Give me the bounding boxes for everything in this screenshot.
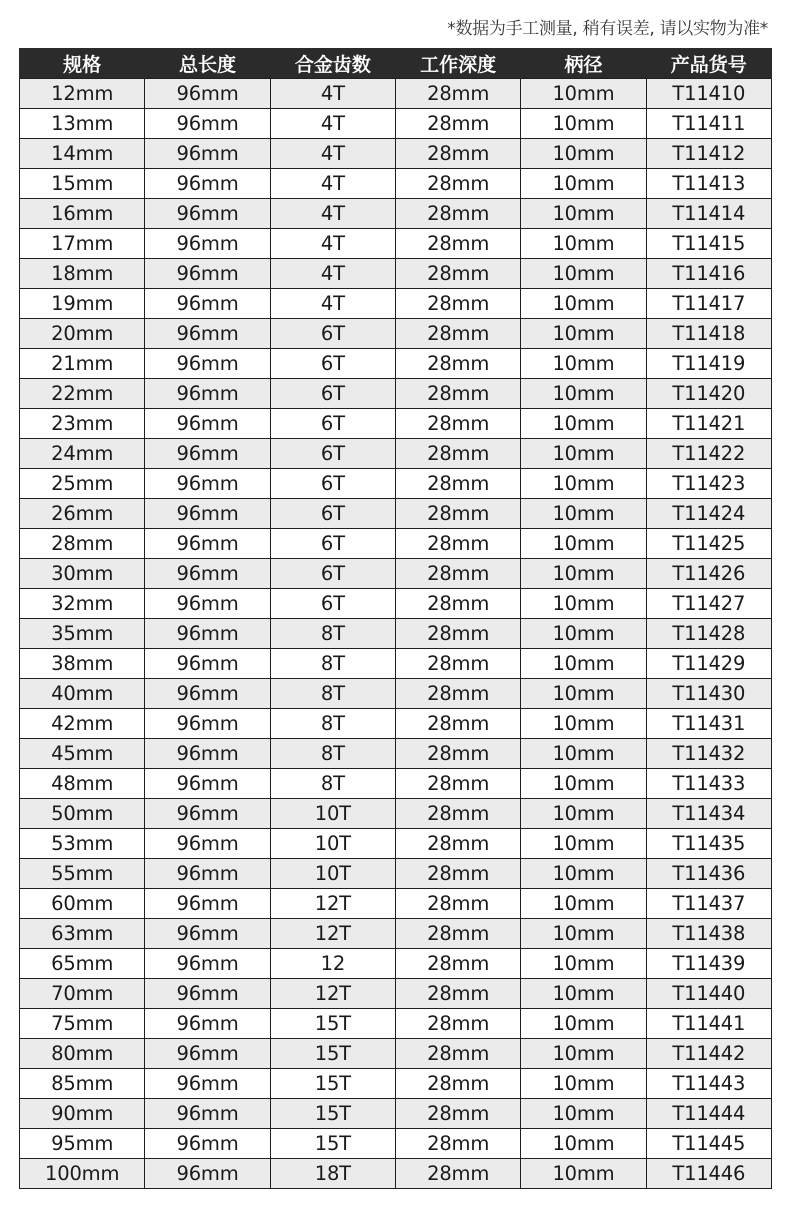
cell-working-depth: 28mm	[395, 379, 520, 409]
cell-working-depth: 28mm	[395, 709, 520, 739]
table-row	[20, 139, 772, 169]
cell-shank-diameter: 10mm	[521, 439, 646, 469]
cell-carbide-teeth: 6T	[270, 559, 395, 589]
cell-carbide-teeth: 10T	[270, 829, 395, 859]
cell-product-code: T11432	[646, 739, 771, 769]
table-row	[20, 199, 772, 229]
cell-total-length: 96mm	[145, 79, 270, 109]
cell-shank-diameter: 10mm	[521, 469, 646, 499]
cell-carbide-teeth: 6T	[270, 349, 395, 379]
cell-product-code: T11440	[646, 979, 771, 1009]
cell-carbide-teeth: 8T	[270, 679, 395, 709]
cell-working-depth: 28mm	[395, 589, 520, 619]
cell-carbide-teeth: 15T	[270, 1129, 395, 1159]
cell-product-code: T11439	[646, 949, 771, 979]
cell-product-code: T11446	[646, 1159, 771, 1189]
table-row	[20, 1069, 772, 1099]
cell-carbide-teeth: 15T	[270, 1009, 395, 1039]
cell-total-length: 96mm	[145, 769, 270, 799]
cell-product-code: T11417	[646, 289, 771, 319]
cell-carbide-teeth: 10T	[270, 799, 395, 829]
table-row	[20, 679, 772, 709]
cell-spec: 28mm	[20, 529, 145, 559]
cell-carbide-teeth: 6T	[270, 379, 395, 409]
spec-table	[19, 48, 772, 1189]
cell-working-depth: 28mm	[395, 259, 520, 289]
table-row	[20, 769, 772, 799]
cell-spec: 90mm	[20, 1099, 145, 1129]
cell-carbide-teeth: 4T	[270, 289, 395, 319]
cell-spec: 38mm	[20, 649, 145, 679]
cell-total-length: 96mm	[145, 709, 270, 739]
cell-carbide-teeth: 15T	[270, 1069, 395, 1099]
cell-spec: 24mm	[20, 439, 145, 469]
cell-product-code: T11426	[646, 559, 771, 589]
cell-carbide-teeth: 4T	[270, 79, 395, 109]
cell-product-code: T11441	[646, 1009, 771, 1039]
cell-spec: 42mm	[20, 709, 145, 739]
cell-product-code: T11410	[646, 79, 771, 109]
cell-working-depth: 28mm	[395, 289, 520, 319]
cell-total-length: 96mm	[145, 289, 270, 319]
cell-product-code: T11435	[646, 829, 771, 859]
cell-spec: 22mm	[20, 379, 145, 409]
cell-spec: 25mm	[20, 469, 145, 499]
cell-working-depth: 28mm	[395, 1039, 520, 1069]
cell-spec: 48mm	[20, 769, 145, 799]
cell-shank-diameter: 10mm	[521, 949, 646, 979]
cell-shank-diameter: 10mm	[521, 499, 646, 529]
cell-working-depth: 28mm	[395, 739, 520, 769]
cell-carbide-teeth: 6T	[270, 409, 395, 439]
cell-product-code: T11436	[646, 859, 771, 889]
cell-shank-diameter: 10mm	[521, 1099, 646, 1129]
table-row	[20, 649, 772, 679]
cell-total-length: 96mm	[145, 259, 270, 289]
cell-spec: 53mm	[20, 829, 145, 859]
cell-spec: 55mm	[20, 859, 145, 889]
cell-shank-diameter: 10mm	[521, 979, 646, 1009]
cell-total-length: 96mm	[145, 949, 270, 979]
cell-carbide-teeth: 8T	[270, 619, 395, 649]
cell-working-depth: 28mm	[395, 439, 520, 469]
table-row	[20, 1099, 772, 1129]
cell-spec: 17mm	[20, 229, 145, 259]
cell-working-depth: 28mm	[395, 949, 520, 979]
cell-total-length: 96mm	[145, 1069, 270, 1099]
cell-working-depth: 28mm	[395, 859, 520, 889]
cell-spec: 40mm	[20, 679, 145, 709]
cell-product-code: T11421	[646, 409, 771, 439]
cell-working-depth: 28mm	[395, 319, 520, 349]
cell-working-depth: 28mm	[395, 109, 520, 139]
table-row	[20, 409, 772, 439]
cell-spec: 12mm	[20, 79, 145, 109]
cell-working-depth: 28mm	[395, 199, 520, 229]
table-row	[20, 919, 772, 949]
cell-working-depth: 28mm	[395, 829, 520, 859]
cell-working-depth: 28mm	[395, 559, 520, 589]
cell-working-depth: 28mm	[395, 529, 520, 559]
cell-total-length: 96mm	[145, 649, 270, 679]
cell-total-length: 96mm	[145, 499, 270, 529]
cell-carbide-teeth: 6T	[270, 589, 395, 619]
cell-total-length: 96mm	[145, 349, 270, 379]
cell-spec: 75mm	[20, 1009, 145, 1039]
cell-product-code: T11418	[646, 319, 771, 349]
column-header-product-code: 产品货号	[646, 48, 771, 79]
cell-product-code: T11427	[646, 589, 771, 619]
cell-product-code: T11444	[646, 1099, 771, 1129]
cell-spec: 45mm	[20, 739, 145, 769]
cell-total-length: 96mm	[145, 529, 270, 559]
cell-product-code: T11430	[646, 679, 771, 709]
cell-shank-diameter: 10mm	[521, 1069, 646, 1099]
table-row	[20, 319, 772, 349]
cell-working-depth: 28mm	[395, 1159, 520, 1189]
cell-spec: 18mm	[20, 259, 145, 289]
cell-shank-diameter: 10mm	[521, 409, 646, 439]
cell-product-code: T11419	[646, 349, 771, 379]
cell-product-code: T11429	[646, 649, 771, 679]
cell-shank-diameter: 10mm	[521, 319, 646, 349]
table-row	[20, 439, 772, 469]
cell-total-length: 96mm	[145, 199, 270, 229]
cell-total-length: 96mm	[145, 559, 270, 589]
cell-working-depth: 28mm	[395, 79, 520, 109]
table-row	[20, 379, 772, 409]
cell-shank-diameter: 10mm	[521, 259, 646, 289]
cell-carbide-teeth: 8T	[270, 769, 395, 799]
cell-product-code: T11412	[646, 139, 771, 169]
cell-product-code: T11443	[646, 1069, 771, 1099]
cell-working-depth: 28mm	[395, 799, 520, 829]
cell-shank-diameter: 10mm	[521, 109, 646, 139]
cell-carbide-teeth: 12T	[270, 919, 395, 949]
cell-shank-diameter: 10mm	[521, 1009, 646, 1039]
cell-total-length: 96mm	[145, 139, 270, 169]
cell-carbide-teeth: 8T	[270, 739, 395, 769]
table-row	[20, 949, 772, 979]
cell-carbide-teeth: 8T	[270, 709, 395, 739]
cell-shank-diameter: 10mm	[521, 649, 646, 679]
column-header-total-length: 总长度	[145, 48, 270, 79]
cell-spec: 19mm	[20, 289, 145, 319]
cell-spec: 21mm	[20, 349, 145, 379]
table-row	[20, 349, 772, 379]
cell-spec: 65mm	[20, 949, 145, 979]
cell-working-depth: 28mm	[395, 1009, 520, 1039]
cell-shank-diameter: 10mm	[521, 919, 646, 949]
cell-product-code: T11424	[646, 499, 771, 529]
cell-total-length: 96mm	[145, 1129, 270, 1159]
cell-spec: 20mm	[20, 319, 145, 349]
column-header-shank-diameter: 柄径	[521, 48, 646, 79]
cell-carbide-teeth: 12	[270, 949, 395, 979]
cell-working-depth: 28mm	[395, 1099, 520, 1129]
cell-shank-diameter: 10mm	[521, 799, 646, 829]
table-row	[20, 529, 772, 559]
table-row	[20, 589, 772, 619]
cell-working-depth: 28mm	[395, 169, 520, 199]
cell-shank-diameter: 10mm	[521, 229, 646, 259]
cell-shank-diameter: 10mm	[521, 349, 646, 379]
cell-product-code: T11413	[646, 169, 771, 199]
cell-total-length: 96mm	[145, 169, 270, 199]
cell-working-depth: 28mm	[395, 889, 520, 919]
cell-product-code: T11411	[646, 109, 771, 139]
column-header-carbide-teeth: 合金齿数	[270, 48, 395, 79]
cell-carbide-teeth: 18T	[270, 1159, 395, 1189]
cell-shank-diameter: 10mm	[521, 1159, 646, 1189]
cell-spec: 95mm	[20, 1129, 145, 1159]
cell-product-code: T11445	[646, 1129, 771, 1159]
cell-carbide-teeth: 6T	[270, 529, 395, 559]
cell-product-code: T11416	[646, 259, 771, 289]
cell-working-depth: 28mm	[395, 679, 520, 709]
cell-total-length: 96mm	[145, 859, 270, 889]
table-row	[20, 1039, 772, 1069]
cell-spec: 50mm	[20, 799, 145, 829]
cell-spec: 15mm	[20, 169, 145, 199]
cell-total-length: 96mm	[145, 409, 270, 439]
cell-carbide-teeth: 6T	[270, 499, 395, 529]
table-row	[20, 79, 772, 109]
cell-total-length: 96mm	[145, 919, 270, 949]
cell-total-length: 96mm	[145, 589, 270, 619]
cell-spec: 26mm	[20, 499, 145, 529]
cell-product-code: T11442	[646, 1039, 771, 1069]
table-row	[20, 559, 772, 589]
cell-carbide-teeth: 4T	[270, 229, 395, 259]
cell-total-length: 96mm	[145, 739, 270, 769]
cell-carbide-teeth: 6T	[270, 319, 395, 349]
cell-spec: 80mm	[20, 1039, 145, 1069]
cell-product-code: T11431	[646, 709, 771, 739]
cell-working-depth: 28mm	[395, 349, 520, 379]
column-header-working-depth: 工作深度	[395, 48, 520, 79]
table-row	[20, 259, 772, 289]
cell-carbide-teeth: 10T	[270, 859, 395, 889]
table-row	[20, 709, 772, 739]
cell-spec: 70mm	[20, 979, 145, 1009]
cell-shank-diameter: 10mm	[521, 679, 646, 709]
cell-product-code: T11422	[646, 439, 771, 469]
cell-total-length: 96mm	[145, 379, 270, 409]
cell-total-length: 96mm	[145, 1099, 270, 1129]
column-header-spec: 规格	[20, 48, 145, 79]
cell-shank-diameter: 10mm	[521, 859, 646, 889]
table-row	[20, 469, 772, 499]
cell-working-depth: 28mm	[395, 649, 520, 679]
cell-shank-diameter: 10mm	[521, 739, 646, 769]
cell-carbide-teeth: 6T	[270, 469, 395, 499]
cell-product-code: T11420	[646, 379, 771, 409]
cell-shank-diameter: 10mm	[521, 559, 646, 589]
cell-carbide-teeth: 4T	[270, 139, 395, 169]
table-row	[20, 229, 772, 259]
cell-carbide-teeth: 15T	[270, 1099, 395, 1129]
cell-shank-diameter: 10mm	[521, 139, 646, 169]
cell-shank-diameter: 10mm	[521, 889, 646, 919]
cell-product-code: T11414	[646, 199, 771, 229]
cell-carbide-teeth: 12T	[270, 889, 395, 919]
cell-total-length: 96mm	[145, 229, 270, 259]
table-row	[20, 1129, 772, 1159]
table-row	[20, 1009, 772, 1039]
cell-product-code: T11433	[646, 769, 771, 799]
cell-working-depth: 28mm	[395, 979, 520, 1009]
cell-shank-diameter: 10mm	[521, 289, 646, 319]
cell-working-depth: 28mm	[395, 919, 520, 949]
cell-product-code: T11434	[646, 799, 771, 829]
cell-working-depth: 28mm	[395, 469, 520, 499]
cell-spec: 63mm	[20, 919, 145, 949]
cell-spec: 30mm	[20, 559, 145, 589]
cell-working-depth: 28mm	[395, 1129, 520, 1159]
cell-total-length: 96mm	[145, 439, 270, 469]
cell-shank-diameter: 10mm	[521, 589, 646, 619]
cell-total-length: 96mm	[145, 109, 270, 139]
table-row	[20, 739, 772, 769]
cell-total-length: 96mm	[145, 1009, 270, 1039]
cell-carbide-teeth: 4T	[270, 169, 395, 199]
cell-shank-diameter: 10mm	[521, 769, 646, 799]
cell-shank-diameter: 10mm	[521, 709, 646, 739]
cell-carbide-teeth: 6T	[270, 439, 395, 469]
cell-shank-diameter: 10mm	[521, 619, 646, 649]
cell-working-depth: 28mm	[395, 1069, 520, 1099]
cell-total-length: 96mm	[145, 799, 270, 829]
cell-spec: 35mm	[20, 619, 145, 649]
cell-spec: 14mm	[20, 139, 145, 169]
cell-total-length: 96mm	[145, 679, 270, 709]
cell-shank-diameter: 10mm	[521, 79, 646, 109]
measurement-disclaimer: *数据为手工测量, 稍有误差, 请以实物为准*	[447, 19, 768, 39]
cell-total-length: 96mm	[145, 889, 270, 919]
table-header	[20, 48, 772, 79]
cell-product-code: T11423	[646, 469, 771, 499]
cell-spec: 16mm	[20, 199, 145, 229]
cell-total-length: 96mm	[145, 829, 270, 859]
cell-product-code: T11428	[646, 619, 771, 649]
table-row	[20, 619, 772, 649]
cell-shank-diameter: 10mm	[521, 379, 646, 409]
cell-carbide-teeth: 4T	[270, 259, 395, 289]
cell-total-length: 96mm	[145, 1159, 270, 1189]
cell-carbide-teeth: 8T	[270, 649, 395, 679]
cell-working-depth: 28mm	[395, 409, 520, 439]
cell-total-length: 96mm	[145, 619, 270, 649]
cell-working-depth: 28mm	[395, 499, 520, 529]
cell-spec: 13mm	[20, 109, 145, 139]
cell-product-code: T11438	[646, 919, 771, 949]
table-body	[20, 79, 772, 1189]
cell-spec: 60mm	[20, 889, 145, 919]
cell-carbide-teeth: 4T	[270, 199, 395, 229]
cell-working-depth: 28mm	[395, 769, 520, 799]
cell-shank-diameter: 10mm	[521, 1129, 646, 1159]
table-row	[20, 289, 772, 319]
cell-shank-diameter: 10mm	[521, 169, 646, 199]
cell-product-code: T11425	[646, 529, 771, 559]
cell-product-code: T11415	[646, 229, 771, 259]
cell-carbide-teeth: 4T	[270, 109, 395, 139]
cell-carbide-teeth: 15T	[270, 1039, 395, 1069]
cell-total-length: 96mm	[145, 979, 270, 1009]
cell-shank-diameter: 10mm	[521, 829, 646, 859]
cell-shank-diameter: 10mm	[521, 199, 646, 229]
cell-spec: 100mm	[20, 1159, 145, 1189]
cell-product-code: T11437	[646, 889, 771, 919]
cell-total-length: 96mm	[145, 1039, 270, 1069]
table-row	[20, 109, 772, 139]
table-row	[20, 979, 772, 1009]
cell-spec: 85mm	[20, 1069, 145, 1099]
table-row	[20, 499, 772, 529]
cell-working-depth: 28mm	[395, 619, 520, 649]
table-row	[20, 799, 772, 829]
header-row	[20, 48, 772, 79]
cell-spec: 23mm	[20, 409, 145, 439]
table-row	[20, 889, 772, 919]
cell-working-depth: 28mm	[395, 139, 520, 169]
table-row	[20, 169, 772, 199]
cell-working-depth: 28mm	[395, 229, 520, 259]
cell-total-length: 96mm	[145, 469, 270, 499]
table-row	[20, 859, 772, 889]
cell-shank-diameter: 10mm	[521, 1039, 646, 1069]
cell-shank-diameter: 10mm	[521, 529, 646, 559]
cell-total-length: 96mm	[145, 319, 270, 349]
table-row	[20, 829, 772, 859]
cell-carbide-teeth: 12T	[270, 979, 395, 1009]
table-row	[20, 1159, 772, 1189]
cell-spec: 32mm	[20, 589, 145, 619]
